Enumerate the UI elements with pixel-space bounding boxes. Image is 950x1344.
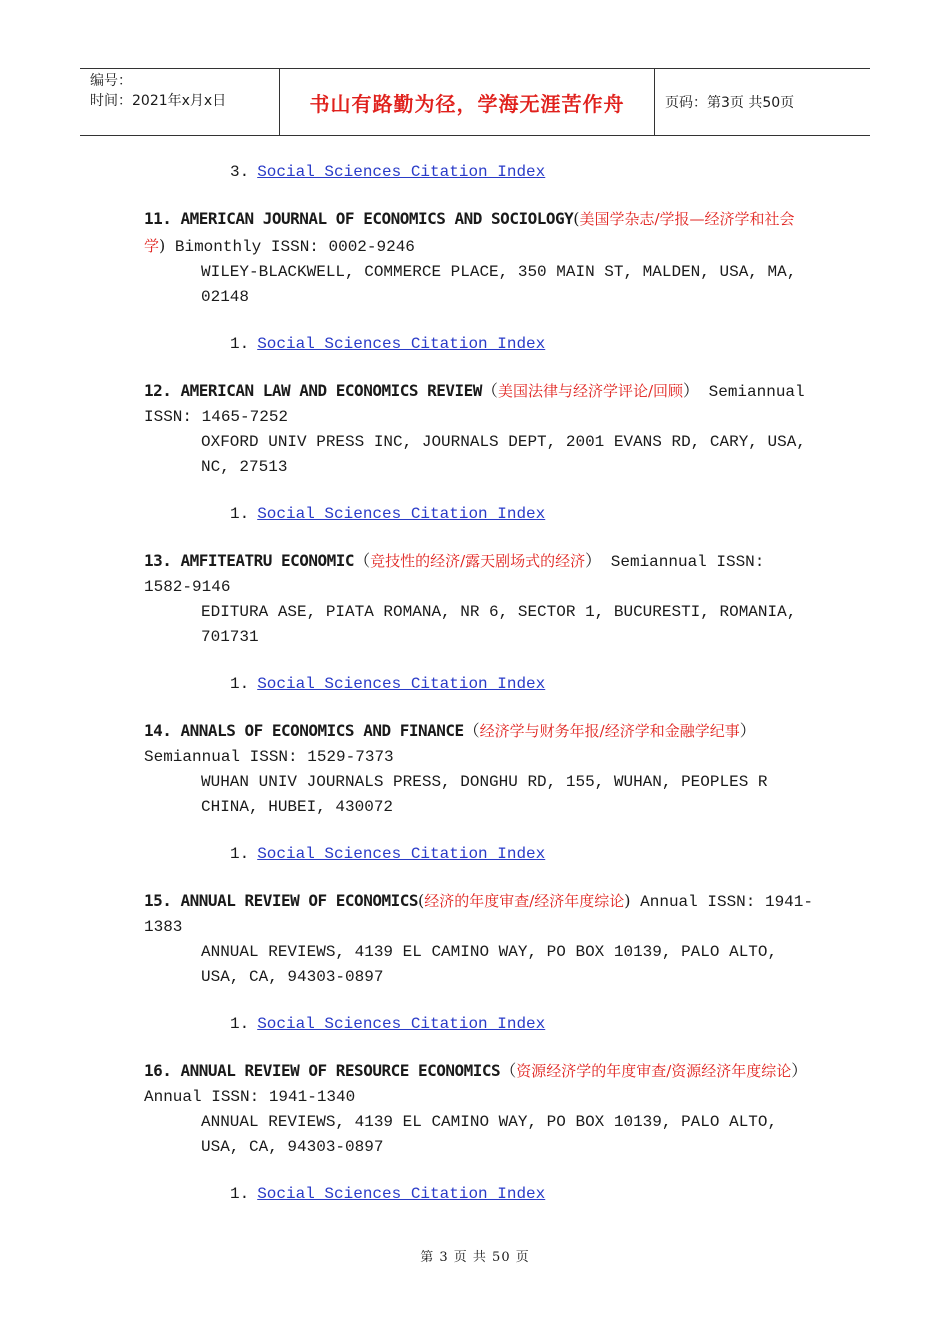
number-label: 编号：	[90, 73, 132, 89]
index-line	[230, 1012, 814, 1036]
publisher-address: WILEY-BLACKWELL, COMMERCE PLACE, 350 MAIN ST, MALDEN, USA, MA, 02148	[201, 263, 797, 306]
paren-open: (	[417, 891, 425, 910]
journal-title-block	[144, 888, 814, 940]
journal-title-block	[144, 718, 814, 770]
index-number: 1.	[230, 335, 250, 353]
journal-frequency-issn: Annual ISSN: 1941-1340	[144, 1088, 356, 1106]
chinese-title: 美国法律与经济学评论/回顾	[497, 382, 683, 400]
paren-close: ）	[585, 551, 602, 570]
index-number: 1.	[230, 1015, 250, 1033]
header-meta	[80, 69, 280, 135]
index-link[interactable]: Social Sciences Citation Index	[257, 1185, 546, 1203]
page-footer: 第 3 页 共 50 页	[420, 1250, 530, 1265]
journal-frequency-issn: Semiannual ISSN: 1529-7373	[144, 748, 394, 766]
journal-title: 15. ANNUAL REVIEW OF ECONOMICS	[144, 891, 418, 910]
index-link[interactable]: Social Sciences Citation Index	[257, 1015, 546, 1033]
index-link[interactable]: Social Sciences Citation Index	[257, 675, 546, 693]
journal-title: 12. AMERICAN LAW AND ECONOMICS REVIEW	[144, 381, 482, 400]
journal-entry	[144, 1058, 814, 1206]
index-link[interactable]: Social Sciences Citation Index	[257, 505, 546, 523]
journal-frequency-issn: Annual ISSN: 1941-1383	[144, 893, 813, 936]
paren-close: ）	[739, 721, 756, 740]
journal-title: 14. ANNALS OF ECONOMICS AND FINANCE	[144, 721, 464, 740]
journal-title-block	[144, 206, 814, 260]
paren-open: （	[481, 381, 498, 400]
paren-close: ）	[791, 1061, 808, 1080]
index-line	[230, 332, 814, 356]
chinese-title: 经济学与财务年报/经济学和金融学纪事	[479, 722, 740, 740]
index-number: 1.	[230, 675, 250, 693]
index-line	[230, 160, 814, 184]
publisher-address: ANNUAL REVIEWS, 4139 EL CAMINO WAY, PO BOX 10139, PALO ALTO, USA, CA, 94303-0897	[201, 943, 778, 986]
header-motto: 书山有路勤为径，学海无涯苦作舟	[280, 69, 655, 135]
entries-container	[144, 206, 814, 1206]
journal-frequency-issn: Semiannual ISSN: 1582-9146	[144, 553, 765, 596]
journal-title: 13. AMFITEATRU ECONOMIC	[144, 551, 355, 570]
paren-close: ）	[683, 381, 700, 400]
page-header	[80, 68, 870, 136]
journal-list	[144, 160, 814, 1206]
paren-open: （	[463, 721, 480, 740]
index-line	[230, 1182, 814, 1206]
publisher-address: ANNUAL REVIEWS, 4139 EL CAMINO WAY, PO BOX 10139, PALO ALTO, USA, CA, 94303-0897	[201, 1113, 778, 1156]
journal-entry	[144, 206, 814, 356]
journal-entry	[144, 378, 814, 526]
journal-title-block	[144, 548, 814, 600]
index-link[interactable]: Social Sciences Citation Index	[257, 335, 546, 353]
index-number: 3.	[230, 163, 250, 181]
chinese-title: 经济的年度审查/经济年度综论	[424, 892, 625, 910]
index-line	[230, 842, 814, 866]
journal-entry	[144, 888, 814, 1036]
paren-open: （	[500, 1061, 517, 1080]
date-label: 时间：2021年x月x日	[90, 93, 227, 109]
paren-close: )	[159, 236, 166, 255]
paren-close: )	[624, 891, 631, 910]
journal-frequency-issn: Bimonthly ISSN: 0002-9246	[165, 238, 415, 256]
publisher-address: EDITURA ASE, PIATA ROMANA, NR 6, SECTOR 1, BUCURESTI, ROMANIA, 701731	[201, 603, 797, 646]
index-link[interactable]: Social Sciences Citation Index	[257, 163, 546, 181]
index-number: 1.	[230, 1185, 250, 1203]
index-number: 1.	[230, 505, 250, 523]
index-line	[230, 502, 814, 526]
publisher-address: WUHAN UNIV JOURNALS PRESS, DONGHU RD, 155, WUHAN, PEOPLES R CHINA, HUBEI, 430072	[201, 773, 768, 816]
journal-title: 16. ANNUAL REVIEW OF RESOURCE ECONOMICS	[144, 1061, 501, 1080]
index-line	[230, 672, 814, 696]
paren-open: （	[354, 551, 371, 570]
chinese-title: 竞技性的经济/露天剧场式的经济	[370, 552, 586, 570]
journal-entry	[144, 548, 814, 696]
journal-title: 11. AMERICAN JOURNAL OF ECONOMICS AND SOCIOLOGY	[144, 209, 574, 228]
index-link[interactable]: Social Sciences Citation Index	[257, 845, 546, 863]
journal-frequency-issn: Semiannual ISSN: 1465-7252	[144, 383, 805, 426]
header-page-label: 页码：第3页 共50页	[665, 95, 795, 111]
journal-title-block	[144, 1058, 814, 1110]
chinese-title: 资源经济学的年度审查/资源经济年度综论	[516, 1062, 792, 1080]
journal-entry	[144, 718, 814, 866]
index-number: 1.	[230, 845, 250, 863]
paren-open: (	[573, 209, 580, 228]
journal-title-block	[144, 378, 814, 430]
publisher-address: OXFORD UNIV PRESS INC, JOURNALS DEPT, 2001 EVANS RD, CARY, USA, NC, 27513	[201, 433, 806, 476]
chinese-title: 美国学杂志/学报—经济学和社会学	[144, 210, 795, 255]
